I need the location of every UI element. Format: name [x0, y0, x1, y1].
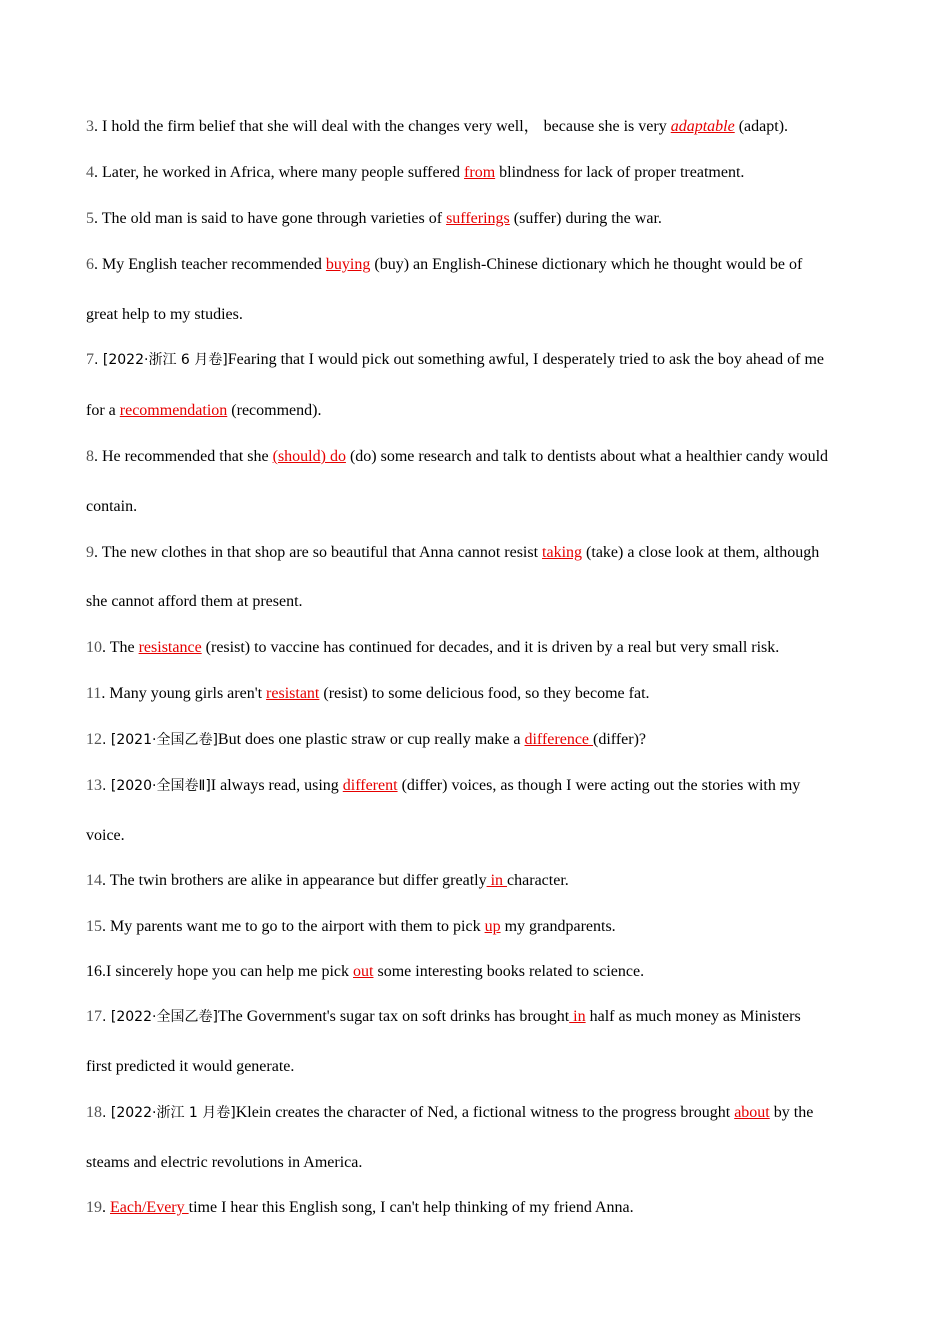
question-text: (adapt). — [734, 118, 789, 135]
answer-text: from — [464, 164, 496, 181]
question-text: (resist) to vaccine has continued for decades, and it is driven by a real but very small risk. — [201, 639, 780, 656]
question-5 — [86, 209, 876, 229]
question-text: (recommend). — [227, 402, 322, 419]
question-17-continued — [86, 1057, 876, 1077]
question-10 — [86, 638, 876, 658]
question-number: 10 — [86, 639, 102, 656]
question-source: . [2020·全国卷Ⅱ] — [102, 778, 211, 794]
question-text: character. — [507, 872, 569, 889]
question-number: 5 — [86, 210, 94, 227]
answer-text: Each/Every — [110, 1199, 189, 1216]
question-text: I always read, using — [210, 777, 343, 794]
question-9-continued — [86, 592, 876, 612]
question-18 — [86, 1103, 876, 1123]
question-text: contain. — [86, 498, 138, 515]
answer-text: in — [486, 872, 508, 889]
question-source: . [2022·浙江 1 月卷] — [102, 1105, 236, 1121]
question-number: 13 — [86, 777, 102, 794]
question-13 — [86, 776, 876, 796]
question-source: . [2022·浙江 6 月卷] — [94, 352, 228, 368]
answer-text: (should) do — [272, 448, 346, 465]
question-7-continued — [86, 401, 876, 421]
question-number: 7 — [86, 351, 94, 368]
question-number: 18 — [86, 1104, 102, 1121]
question-text: . The — [102, 639, 139, 656]
question-text: she cannot afford them at present. — [86, 593, 303, 610]
answer-text: difference — [524, 731, 594, 748]
answer-text: taking — [542, 544, 583, 561]
question-11 — [86, 684, 876, 704]
answer-text: out — [353, 963, 374, 980]
question-text: (resist) to some delicious food, so they become fat. — [319, 685, 650, 702]
question-text: (buy) an English-Chinese dictionary which he thought would be of — [370, 256, 803, 273]
answer-text: recommendation — [119, 402, 228, 419]
question-14 — [86, 871, 876, 891]
question-6-continued — [86, 305, 876, 325]
question-text: . I hold the firm belief that she will deal with the changes very well， because she is very — [94, 118, 671, 135]
question-15 — [86, 917, 876, 937]
question-number: 15 — [86, 918, 102, 935]
question-number: 16 — [86, 963, 102, 980]
question-8-continued — [86, 497, 876, 517]
question-18-continued — [86, 1153, 876, 1173]
answer-text: about — [734, 1104, 770, 1121]
question-text: . The old man is said to have gone through varieties of — [94, 210, 447, 227]
question-text: The Government's sugar tax on soft drinks has brought — [217, 1008, 570, 1025]
question-number: 9 — [86, 544, 94, 561]
question-4 — [86, 163, 876, 183]
question-text: .I sincerely hope you can help me pick — [102, 963, 354, 980]
answer-text: in — [569, 1008, 586, 1025]
question-17 — [86, 1007, 876, 1027]
question-text: (differ)? — [593, 731, 647, 748]
question-text: first predicted it would generate. — [86, 1058, 295, 1075]
answer-text: different — [342, 777, 398, 794]
question-text: by the — [769, 1104, 814, 1121]
answer-text: resistance — [138, 639, 202, 656]
question-text: . Many young girls aren't — [101, 685, 267, 702]
question-number: 12 — [86, 731, 102, 748]
question-text: half as much money as Ministers — [585, 1008, 801, 1025]
answer-text: buying — [325, 256, 371, 273]
question-text: (differ) voices, as though I were acting out the stories with my — [397, 777, 801, 794]
answer-text: resistant — [266, 685, 320, 702]
question-text: blindness for lack of proper treatment. — [495, 164, 745, 181]
question-text: . The twin brothers are alike in appearance but differ greatly — [102, 872, 487, 889]
question-12 — [86, 730, 876, 750]
answer-text: sufferings — [446, 210, 510, 227]
question-text: for a — [86, 402, 120, 419]
question-text: (suffer) during the war. — [509, 210, 662, 227]
question-number: 8 — [86, 448, 94, 465]
answer-text: adaptable — [670, 118, 735, 135]
question-number: 14 — [86, 872, 102, 889]
question-text: . My English teacher recommended — [94, 256, 326, 273]
question-text: . He recommended that she — [94, 448, 273, 465]
question-source: . [2021·全国乙卷] — [102, 732, 218, 748]
question-number: 17 — [86, 1008, 102, 1025]
answer-text: up — [484, 918, 501, 935]
question-text: But does one plastic straw or cup really make a — [217, 731, 525, 748]
question-text: (take) a close look at them, although — [582, 544, 820, 561]
question-7 — [86, 350, 876, 370]
question-text: great help to my studies. — [86, 306, 243, 323]
question-text: voice. — [86, 827, 125, 844]
question-text: (do) some research and talk to dentists about what a healthier candy would — [345, 448, 829, 465]
question-text: . The new clothes in that shop are so beautiful that Anna cannot resist — [94, 544, 543, 561]
question-text: . — [102, 1199, 110, 1216]
question-19 — [86, 1198, 876, 1218]
question-text: Klein creates the character of Ned, a fictional witness to the progress brought — [235, 1104, 735, 1121]
question-16 — [86, 962, 876, 982]
question-text: my grandparents. — [500, 918, 616, 935]
question-8 — [86, 447, 876, 467]
question-number: 3 — [86, 118, 94, 135]
question-9 — [86, 543, 876, 563]
question-text: steams and electric revolutions in America. — [86, 1154, 363, 1171]
question-source: . [2022·全国乙卷] — [102, 1009, 218, 1025]
question-text: time I hear this English song, I can't help thinking of my friend Anna. — [188, 1199, 634, 1216]
question-number: 6 — [86, 256, 94, 273]
question-number: 11 — [86, 685, 102, 702]
question-text: some interesting books related to science. — [373, 963, 645, 980]
question-text: . Later, he worked in Africa, where many people suffered — [94, 164, 465, 181]
question-number: 19 — [86, 1199, 102, 1216]
question-text: Fearing that I would pick out something awful, I desperately tried to ask the boy ahead of me — [227, 351, 824, 368]
question-text: . My parents want me to go to the airport with them to pick — [102, 918, 485, 935]
question-6 — [86, 255, 876, 275]
question-3 — [86, 117, 876, 137]
question-number: 4 — [86, 164, 94, 181]
question-13-continued — [86, 826, 876, 846]
